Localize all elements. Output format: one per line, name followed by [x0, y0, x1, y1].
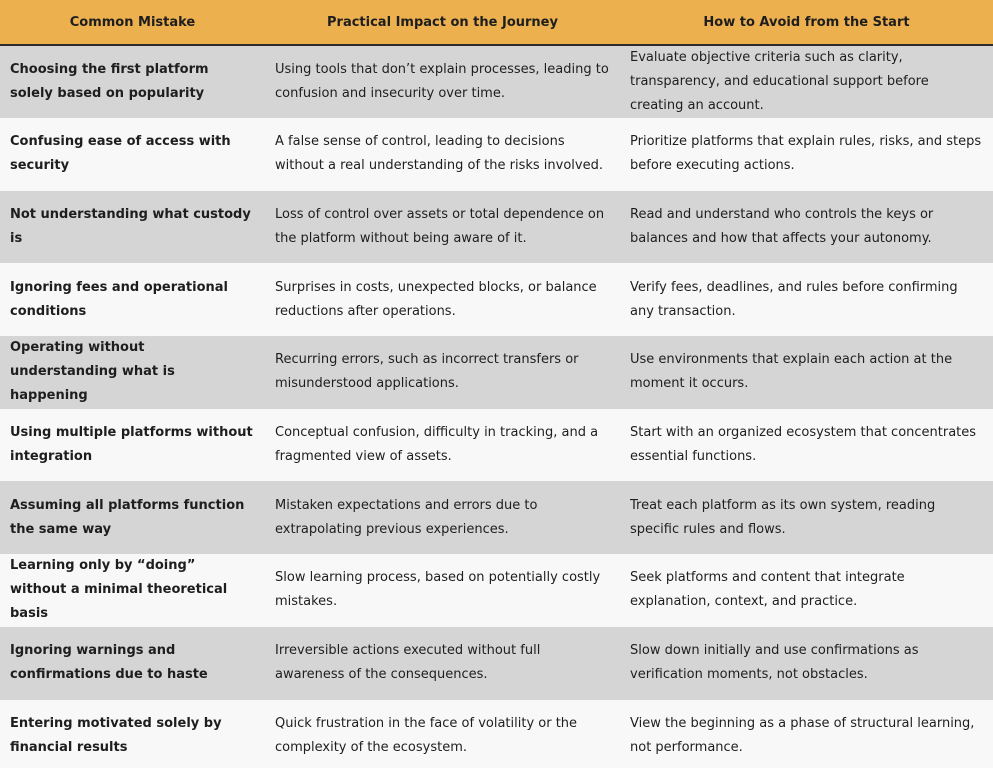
table-row [0, 554, 993, 627]
table-row [0, 409, 993, 482]
table-row [0, 481, 993, 554]
avoid-cell: Use environments that explain each action at the moment it occurs. [620, 336, 993, 409]
table-row [0, 336, 993, 409]
impact-cell: Quick frustration in the face of volatility or the complexity of the ecosystem. [265, 700, 620, 768]
mistake-cell: Entering motivated solely by financial results [0, 700, 265, 768]
mistake-cell: Not understanding what custody is [0, 191, 265, 264]
table-row [0, 45, 993, 118]
mistake-cell: Ignoring fees and operational conditions [0, 263, 265, 336]
mistake-cell: Assuming all platforms function the same way [0, 481, 265, 554]
header-practical-impact: Practical Impact on the Journey [265, 0, 620, 45]
table-row [0, 263, 993, 336]
impact-cell: A false sense of control, leading to decisions without a real understanding of the risks involved. [265, 118, 620, 191]
impact-cell: Surprises in costs, unexpected blocks, or balance reductions after operations. [265, 263, 620, 336]
mistake-cell: Ignoring warnings and confirmations due to haste [0, 627, 265, 700]
avoid-cell: Slow down initially and use confirmations as verification moments, not obstacles. [620, 627, 993, 700]
mistake-cell: Operating without understanding what is happening [0, 336, 265, 409]
avoid-cell: View the beginning as a phase of structural learning, not performance. [620, 700, 993, 768]
avoid-cell: Treat each platform as its own system, reading specific rules and flows. [620, 481, 993, 554]
table-row [0, 191, 993, 264]
impact-cell: Loss of control over assets or total dependence on the platform without being aware of it. [265, 191, 620, 264]
avoid-cell: Seek platforms and content that integrate explanation, context, and practice. [620, 554, 993, 627]
impact-cell: Irreversible actions executed without full awareness of the consequences. [265, 627, 620, 700]
avoid-cell: Evaluate objective criteria such as clarity, transparency, and educational support before creating an account. [620, 45, 993, 118]
mistake-cell: Using multiple platforms without integration [0, 409, 265, 482]
table-row [0, 118, 993, 191]
avoid-cell: Read and understand who controls the keys or balances and how that affects your autonomy. [620, 191, 993, 264]
table-row [0, 627, 993, 700]
avoid-cell: Verify fees, deadlines, and rules before confirming any transaction. [620, 263, 993, 336]
avoid-cell: Start with an organized ecosystem that concentrates essential functions. [620, 409, 993, 482]
impact-cell: Recurring errors, such as incorrect transfers or misunderstood applications. [265, 336, 620, 409]
impact-cell: Slow learning process, based on potentially costly mistakes. [265, 554, 620, 627]
mistake-cell: Learning only by “doing” without a minimal theoretical basis [0, 554, 265, 627]
mistake-cell: Choosing the first platform solely based on popularity [0, 45, 265, 118]
impact-cell: Using tools that don’t explain processes, leading to confusion and insecurity over time. [265, 45, 620, 118]
table-row [0, 700, 993, 768]
avoid-cell: Prioritize platforms that explain rules, risks, and steps before executing actions. [620, 118, 993, 191]
impact-cell: Conceptual confusion, difficulty in tracking, and a fragmented view of assets. [265, 409, 620, 482]
header-row [0, 0, 993, 45]
impact-cell: Mistaken expectations and errors due to extrapolating previous experiences. [265, 481, 620, 554]
mistake-cell: Confusing ease of access with security [0, 118, 265, 191]
header-common-mistake: Common Mistake [0, 0, 265, 45]
header-how-to-avoid: How to Avoid from the Start [620, 0, 993, 45]
